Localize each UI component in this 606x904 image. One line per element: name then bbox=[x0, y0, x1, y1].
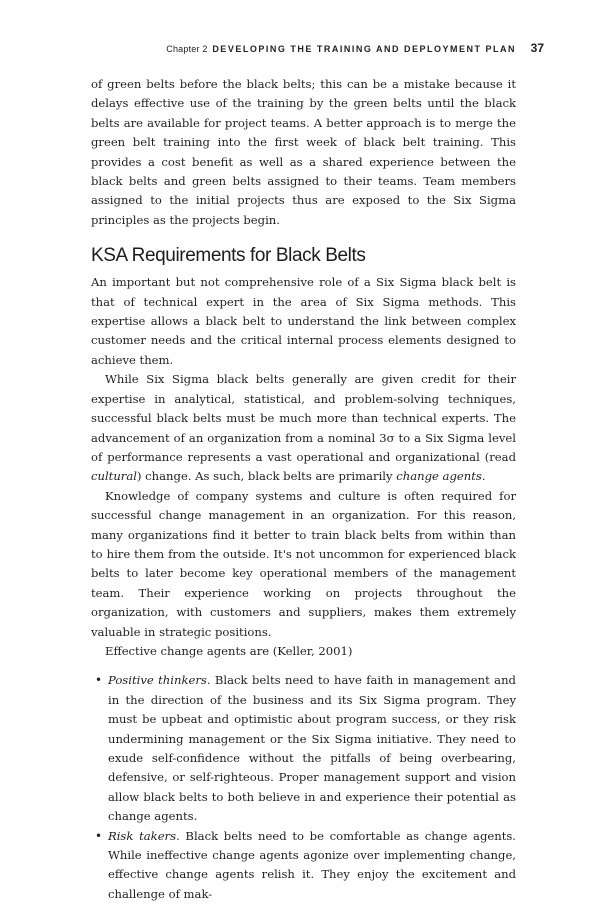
paragraph-1: An important but not comprehensive role of a Six Sigma black belt is that of technical expert in the area of Six Sigma methods. This expertise allows a black belt to understand the link between complex customer needs and the critical internal process elements designed to achieve them. bbox=[91, 275, 516, 367]
chapter-label: Chapter 2 DEVELOPING THE TRAINING AND DEPLOYMENT PLAN bbox=[166, 44, 516, 54]
emphasis-change-agents: change agents bbox=[396, 469, 482, 484]
bullet-term: Risk takers bbox=[108, 828, 177, 843]
page-number: 37 bbox=[530, 41, 544, 55]
bullet-text: . Black belts need to have faith in management and in the direction of the business and its Six Sigma program. They must be upbeat and optimistic about program success, or they risk undermining management or the Six Sigma initiative. They need to exude self-confidence without the pitfalls of being overbearing, defensive, or self-righteous. Proper management support and vision allow black belts to both believe in and experience their potential as change agents. bbox=[108, 673, 516, 824]
bullet-list bbox=[91, 671, 516, 904]
paragraph-4: Effective change agents are (Keller, 2001) bbox=[105, 643, 353, 658]
bullet-text: . Black belts need to be comfortable as change agents. While ineffective change agents agonize over implementing change, effective change agents relish it. They enjoy the excitement and challenge of mak- bbox=[108, 828, 516, 901]
chapter-title: DEVELOPING THE TRAINING AND DEPLOYMENT PLAN bbox=[212, 44, 516, 54]
list-item bbox=[95, 827, 516, 904]
page-body bbox=[91, 75, 516, 904]
bullet-icon: • bbox=[95, 673, 103, 688]
intro-paragraph: of green belts before the black belts; this can be a mistake because it delays effective use of the training by the green belts until the black belts are available for project teams. A better approach is to merge the green belt training into the first week of black belt training. This provides a cost benefit as well as a shared experience between the black belts and green belts assigned to their teams. Team members assigned to the initial projects thus are exposed to the Six Sigma principles as the projects begin. bbox=[91, 77, 516, 227]
bullet-term: Positive thinkers bbox=[108, 673, 207, 688]
emphasis-cultural: cultural bbox=[91, 469, 137, 484]
section-heading: KSA Requirements for Black Belts bbox=[91, 245, 366, 267]
paragraph-2: While Six Sigma black belts generally are given credit for their expertise in analytical, statistical, and problem-solving techniques, successful black belts must be much more than technical experts. The advancement of an organization from a nominal 3σ to a Six Sigma level of performance represents a vast operational and organizational (read cultural) change. As such, black belts are primarily change agents. bbox=[91, 372, 516, 484]
list-item bbox=[95, 671, 516, 826]
running-header bbox=[0, 40, 606, 56]
paragraph-3: Knowledge of company systems and culture is often required for successful change management in an organization. For this reason, many organizations find it better to train black belts from within than to hire them from the outside. It's not uncommon for experienced black belts to later become key operational members of the management team. Their experience working on projects throughout the organization, with customers and suppliers, makes them extremely valuable in strategic positions. bbox=[91, 488, 516, 639]
bullet-icon: • bbox=[95, 828, 103, 843]
